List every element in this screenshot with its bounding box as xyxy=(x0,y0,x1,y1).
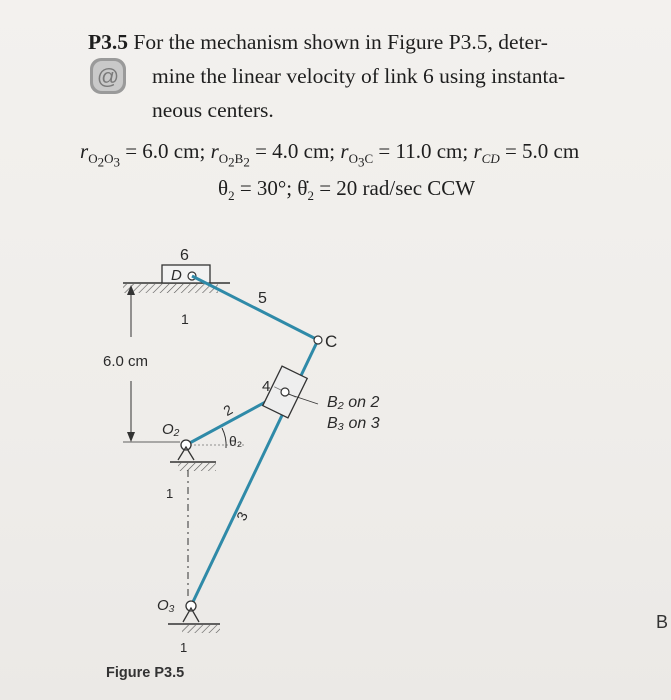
figure-caption: Figure P3.5 xyxy=(106,665,185,681)
label-link-5: 5 xyxy=(258,290,267,307)
label-D: D xyxy=(171,267,182,284)
problem-line-3: neous centers. xyxy=(152,98,274,122)
pin-B xyxy=(281,388,289,396)
ground-hatch-O2 xyxy=(178,463,216,471)
given-lengths: $r_{O_2O_3} = 6.0$ cm; $r_{O_2B_2} = 4.0$ cm; $r_{O_3C} = 11.0$ cm; $r_{CD} = 5.0$ cm xyxy=(80,139,580,170)
label-link-2: 2 xyxy=(220,401,236,419)
ground-hatch-O3 xyxy=(182,625,220,633)
label-C: C xyxy=(325,332,338,351)
label-B3-note: B₃ on 3 xyxy=(327,415,380,432)
label-O3: O₃ xyxy=(157,597,175,614)
label-ground-bottom: 1 xyxy=(180,640,188,655)
edge-text: B xyxy=(656,612,669,632)
label-theta2: θ₂ xyxy=(229,433,243,449)
pin-C xyxy=(314,336,322,344)
ground-hatch-top xyxy=(123,284,218,293)
label-B2-note: B₂ on 2 xyxy=(327,394,380,411)
label-link-4: 4 xyxy=(262,378,271,395)
dimension-arrow-down xyxy=(127,432,135,442)
pin-O2 xyxy=(181,440,191,450)
problem-line-1: For the mechanism shown in Figure P3.5, deter- xyxy=(133,30,548,54)
svg-text:@: @ xyxy=(96,64,120,89)
pin-O3 xyxy=(186,601,196,611)
label-dimension: 6.0 cm xyxy=(103,353,149,370)
link-5 xyxy=(192,276,318,340)
problem-number: P3.5 xyxy=(88,30,129,54)
label-link-3: 3 xyxy=(233,509,251,524)
problem-line-2: mine the linear velocity of link 6 using instanta- xyxy=(152,64,566,88)
label-ground-top: 1 xyxy=(181,311,189,327)
given-angles: $\theta_2 = 30^\circ$; $\thetȧ_2 = 20$ rad/sec CCW xyxy=(218,176,476,204)
label-ground-mid: 1 xyxy=(166,486,174,501)
label-link-6: 6 xyxy=(180,247,189,264)
label-O2: O₂ xyxy=(162,421,180,438)
